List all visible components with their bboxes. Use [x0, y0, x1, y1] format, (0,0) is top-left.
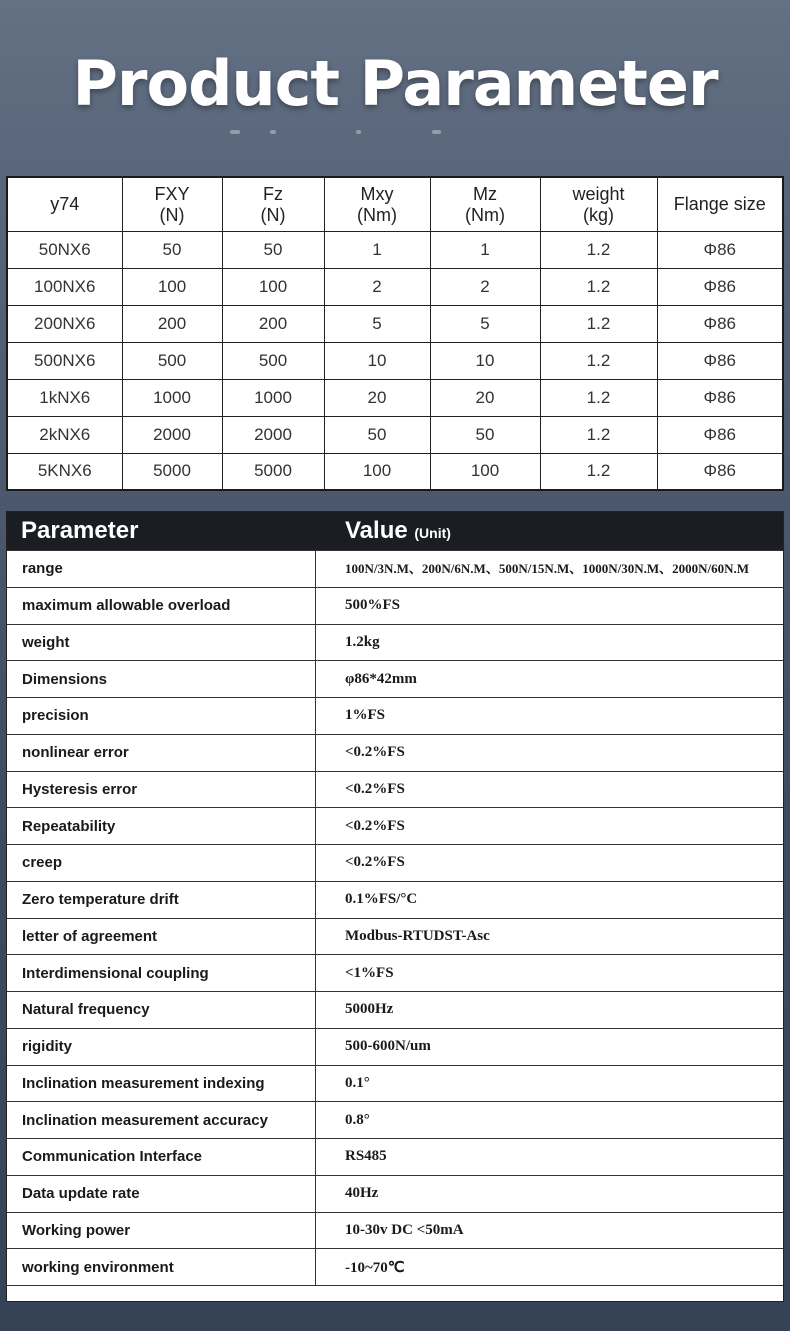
table-cell: 2000 [122, 416, 222, 453]
param-name: Inclination measurement indexing [7, 1066, 316, 1102]
table-footer-spacer [7, 1285, 783, 1298]
param-value: 0.1%FS/°C [345, 891, 418, 908]
table-cell: 2kNX6 [7, 416, 122, 453]
table-row [7, 697, 783, 734]
param-name: working environment [7, 1249, 316, 1285]
param-name: Inclination measurement accuracy [7, 1102, 316, 1138]
table-cell: 5000 [222, 453, 324, 490]
table-cell: Φ86 [657, 453, 783, 490]
table-cell: Φ86 [657, 416, 783, 453]
table-cell: 5KNX6 [7, 453, 122, 490]
table-cell: 1.2 [540, 453, 657, 490]
table-cell: 50 [324, 416, 430, 453]
param-value: 1.2kg [345, 633, 380, 650]
table-row [7, 844, 783, 881]
param-name: maximum allowable overload [7, 588, 316, 624]
param-name: Interdimensional coupling [7, 955, 316, 991]
param-value: <0.2%FS [345, 780, 405, 797]
table-cell: 100 [122, 269, 222, 306]
parameter-table [6, 511, 784, 1302]
param-value: <0.2%FS [345, 854, 405, 871]
table-cell: 50 [430, 416, 540, 453]
param-name: nonlinear error [7, 735, 316, 771]
param-name: Hysteresis error [7, 772, 316, 808]
table-cell: 10 [324, 342, 430, 379]
param-value: 0.8° [345, 1111, 370, 1128]
param-name: range [7, 551, 316, 587]
param-name: precision [7, 698, 316, 734]
table-cell: Φ86 [657, 342, 783, 379]
table-cell: 100 [430, 453, 540, 490]
header-cell-text: Fz [263, 183, 283, 204]
param-value: 500-600N/um [345, 1038, 431, 1055]
table-row [7, 1028, 783, 1065]
table-row [7, 550, 783, 587]
param-name: Repeatability [7, 808, 316, 844]
header-cell-text: weight [572, 183, 625, 204]
table-row [7, 918, 783, 955]
table-row [7, 807, 783, 844]
table-row [7, 881, 783, 918]
table-cell: 200 [122, 305, 222, 342]
table-cell: 2000 [222, 416, 324, 453]
table-row [7, 954, 783, 991]
table-cell: 5000 [122, 453, 222, 490]
param-name: Communication Interface [7, 1139, 316, 1175]
table-row [7, 379, 783, 416]
header-cell [7, 177, 122, 232]
table-cell: 1 [430, 232, 540, 269]
table-row [7, 1212, 783, 1249]
table-cell: Φ86 [657, 269, 783, 306]
table-row [7, 1175, 783, 1212]
table-cell: 1.2 [540, 416, 657, 453]
param-value: Modbus-RTUDST-Asc [345, 927, 490, 944]
model-table-header [7, 177, 783, 232]
table-cell: 100NX6 [7, 269, 122, 306]
header-cell [657, 177, 783, 232]
header-cell-unit: (N) [159, 204, 185, 225]
param-value: 5000Hz [345, 1001, 394, 1018]
table-row [7, 416, 783, 453]
table-cell: 500 [122, 342, 222, 379]
value-header-label: Value [345, 517, 408, 544]
header-cell-unit: (Nm) [465, 204, 505, 225]
table-row [7, 1065, 783, 1102]
param-value: 1%FS [345, 707, 386, 724]
table-cell: 1.2 [540, 232, 657, 269]
header-cell-text: y74 [50, 194, 80, 215]
param-name: Natural frequency [7, 992, 316, 1028]
param-value: 40Hz [345, 1185, 379, 1202]
table-cell: 50 [122, 232, 222, 269]
table-cell: 500 [222, 342, 324, 379]
table-row [7, 624, 783, 661]
table-cell: 1000 [122, 379, 222, 416]
param-name: Zero temperature drift [7, 882, 316, 918]
table-row [7, 453, 783, 490]
table-row [7, 1138, 783, 1175]
table-row [7, 734, 783, 771]
table-cell: 5 [430, 305, 540, 342]
header-cell-unit: (N) [260, 204, 286, 225]
table-row [7, 1101, 783, 1138]
table-cell: 20 [430, 379, 540, 416]
header-cell-text: Flange size [673, 194, 766, 215]
param-value: φ86*42mm [345, 670, 417, 687]
header-cell [430, 177, 540, 232]
param-value: <1%FS [345, 964, 394, 981]
table-cell: 1000 [222, 379, 324, 416]
value-header-unit: (Unit) [414, 525, 451, 541]
table-cell: 20 [324, 379, 430, 416]
table-row [7, 991, 783, 1028]
param-name: Working power [7, 1213, 316, 1249]
table-cell: 5 [324, 305, 430, 342]
param-value: <0.2%FS [345, 817, 405, 834]
header-cell [122, 177, 222, 232]
header-cell-text: FXY [154, 183, 190, 204]
table-cell: 2 [430, 269, 540, 306]
parameter-column-header: Parameter [21, 517, 139, 544]
table-row [7, 305, 783, 342]
param-value: 500%FS [345, 597, 401, 614]
table-cell: 1 [324, 232, 430, 269]
param-value: -10~70℃ [345, 1259, 405, 1276]
table-cell: 1.2 [540, 379, 657, 416]
header-cell-text: Mz [473, 183, 497, 204]
table-cell: 50NX6 [7, 232, 122, 269]
table-cell: 10 [430, 342, 540, 379]
table-cell: Φ86 [657, 232, 783, 269]
table-cell: 2 [324, 269, 430, 306]
table-row [7, 660, 783, 697]
header-cell-text: Mxy [360, 183, 394, 204]
param-name: Dimensions [7, 661, 316, 697]
table-cell: 1.2 [540, 305, 657, 342]
table-cell: 1kNX6 [7, 379, 122, 416]
table-cell: 200NX6 [7, 305, 122, 342]
table-row [7, 587, 783, 624]
param-value: 10-30v DC <50mA [345, 1221, 464, 1238]
header-cell [324, 177, 430, 232]
param-name: letter of agreement [7, 919, 316, 955]
table-cell: 100 [324, 453, 430, 490]
model-table [6, 176, 784, 491]
table-cell: Φ86 [657, 379, 783, 416]
param-value: <0.2%FS [345, 744, 405, 761]
table-row [7, 232, 783, 269]
header-cell [540, 177, 657, 232]
param-name: Data update rate [7, 1176, 316, 1212]
param-value: RS485 [345, 1148, 387, 1165]
table-row [7, 1248, 783, 1285]
table-cell: 100 [222, 269, 324, 306]
header-cell-unit: (Nm) [357, 204, 397, 225]
header-cell [222, 177, 324, 232]
table-cell: 50 [222, 232, 324, 269]
table-cell: 1.2 [540, 269, 657, 306]
value-column-header [316, 512, 783, 550]
param-name: weight [7, 625, 316, 661]
decorative-specks [0, 130, 790, 142]
param-name: rigidity [7, 1029, 316, 1065]
table-row [7, 342, 783, 379]
header-cell-unit: (kg) [583, 204, 614, 225]
table-cell: 1.2 [540, 342, 657, 379]
table-cell: Φ86 [657, 305, 783, 342]
table-row [7, 771, 783, 808]
table-cell: 500NX6 [7, 342, 122, 379]
page-title: Product Parameter [72, 47, 718, 120]
parameter-table-header [7, 512, 783, 550]
param-value: 0.1° [345, 1074, 370, 1091]
param-name: creep [7, 845, 316, 881]
param-value: 100N/3N.M、200N/6N.M、500N/15N.M、1000N/30N.M、2000N/60N.M [345, 560, 750, 576]
table-cell: 200 [222, 305, 324, 342]
table-row [7, 269, 783, 306]
